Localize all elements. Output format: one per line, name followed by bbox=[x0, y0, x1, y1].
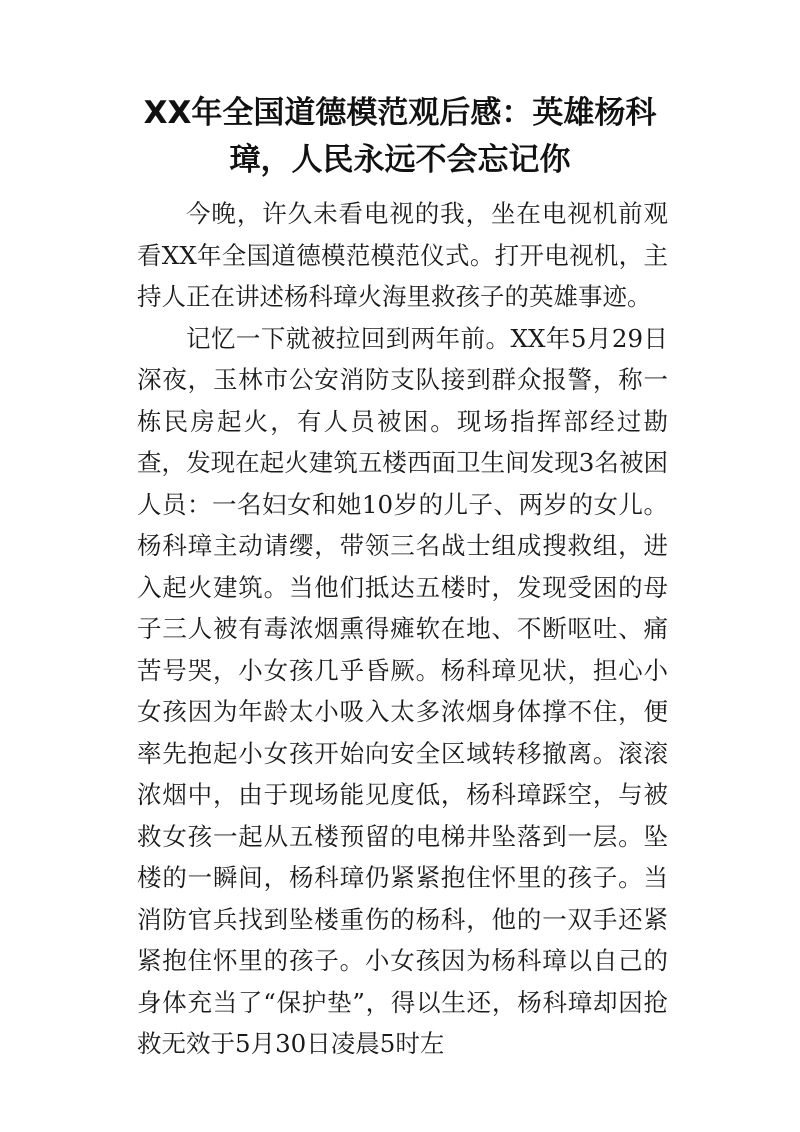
document-title: XX年全国道德模范观后感：英雄杨科璋，人民永远不会忘记你 bbox=[143, 95, 657, 178]
paragraph-2: 记忆一下就被拉回到两年前。XX年5月29日深夜，玉林市公安消防支队接到群众报警，称一栋民房起火，有人员被困。现场指挥部经过勘查，发现在起火建筑五楼西面卫生间发现3名被困人员：一名妇女和她10岁的儿子、两岁的女儿。杨科璋主动请缨，带领三名战士组成搜救组，进入起火建筑。当他们抵达五楼时，发现受困的母子三人被有毒浓烟熏得瘫软在地、不断呕吐、痛苦号哭，小女孩几乎昏厥。杨科璋见状，担心小女孩因为年龄太小吸入太多浓烟身体撑不住，便率先抱起小女孩开始向安全区域转移撤离。滚滚浓烟中，由于现场能见度低，杨科璋踩空，与被救女孩一起从五楼预留的电梯井坠落到一层。坠楼的一瞬间，杨科璋仍紧紧抱住怀里的孩子。当消防官兵找到坠楼重伤的杨科，他的一双手还紧紧抱住怀里的孩子。小女孩因为杨科璋以自己的身体充当了“保护垫”，得以生还，杨科璋却因抢救无效于5月30日凌晨5时左 bbox=[137, 323, 668, 1058]
paragraph-1: 今晚，许久未看电视的我，坐在电视机前观看XX年全国道德模范模范仪式。打开电视机，主持人正在讲述杨科璋火海里救孩子的英雄事迹。 bbox=[137, 199, 668, 311]
document-body bbox=[137, 193, 668, 1065]
